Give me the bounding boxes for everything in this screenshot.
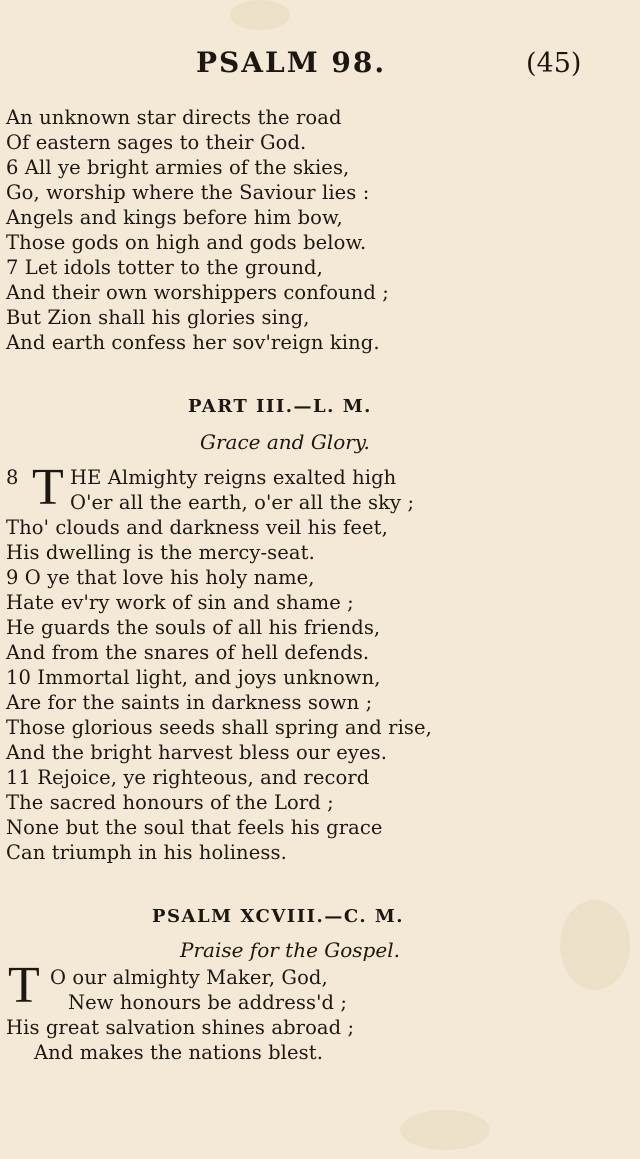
page-title: PSALM 98. bbox=[196, 46, 387, 79]
verse-line: And their own worshippers confound ; bbox=[6, 281, 389, 304]
verse-line: O our almighty Maker, God, bbox=[50, 966, 328, 989]
page-number: (45) bbox=[526, 48, 582, 79]
verse-line: Go, worship where the Saviour lies : bbox=[6, 181, 370, 204]
verse-line: And from the snares of hell defends. bbox=[6, 641, 370, 664]
verse-line: New honours be address'd ; bbox=[68, 991, 348, 1014]
drop-cap: T bbox=[32, 459, 64, 516]
verse-line: An unknown star directs the road bbox=[6, 106, 342, 129]
verse-line: Those glorious seeds shall spring and rise, bbox=[6, 716, 432, 739]
verse-line: Tho' clouds and darkness veil his feet, bbox=[6, 516, 388, 539]
verse-line: And makes the nations blest. bbox=[34, 1041, 323, 1064]
verse-line: 6 All ye bright armies of the skies, bbox=[6, 156, 350, 179]
verse-line: HE Almighty reigns exalted high bbox=[70, 466, 397, 489]
verse-line: And the bright harvest bless our eyes. bbox=[6, 741, 388, 764]
verse-number: 8 bbox=[6, 466, 19, 489]
verse-line: The sacred honours of the Lord ; bbox=[6, 791, 334, 814]
verse-line: O'er all the earth, o'er all the sky ; bbox=[70, 491, 415, 514]
verse-line: 11 Rejoice, ye righteous, and record bbox=[6, 766, 370, 789]
section-heading-psalm-98: PSALM XCVIII.—C. M. bbox=[152, 906, 405, 927]
verse-line: Angels and kings before him bow, bbox=[6, 206, 343, 229]
verse-line: And earth confess her sov'reign king. bbox=[6, 331, 380, 354]
verse-line: His great salvation shines abroad ; bbox=[6, 1016, 355, 1039]
verse-line: Hate ev'ry work of sin and shame ; bbox=[6, 591, 354, 614]
section-heading-part-3: PART III.—L. M. bbox=[188, 396, 372, 417]
section-subtitle-psalm-98: Praise for the Gospel. bbox=[180, 938, 400, 962]
section-subtitle-part-3: Grace and Glory. bbox=[200, 430, 370, 454]
verse-line: He guards the souls of all his friends, bbox=[6, 616, 381, 639]
verse-line: Of eastern sages to their God. bbox=[6, 131, 307, 154]
verse-line: 9 O ye that love his holy name, bbox=[6, 566, 315, 589]
verse-line: Those gods on high and gods below. bbox=[6, 231, 367, 254]
verse-line: His dwelling is the mercy-seat. bbox=[6, 541, 315, 564]
verse-line: Are for the saints in darkness sown ; bbox=[6, 691, 373, 714]
verse-line: None but the soul that feels his grace bbox=[6, 816, 383, 839]
drop-cap: T bbox=[8, 957, 40, 1014]
verse-line: Can triumph in his holiness. bbox=[6, 841, 287, 864]
verse-line: But Zion shall his glories sing, bbox=[6, 306, 310, 329]
verse-line: 7 Let idols totter to the ground, bbox=[6, 256, 323, 279]
verse-line: 10 Immortal light, and joys unknown, bbox=[6, 666, 381, 689]
